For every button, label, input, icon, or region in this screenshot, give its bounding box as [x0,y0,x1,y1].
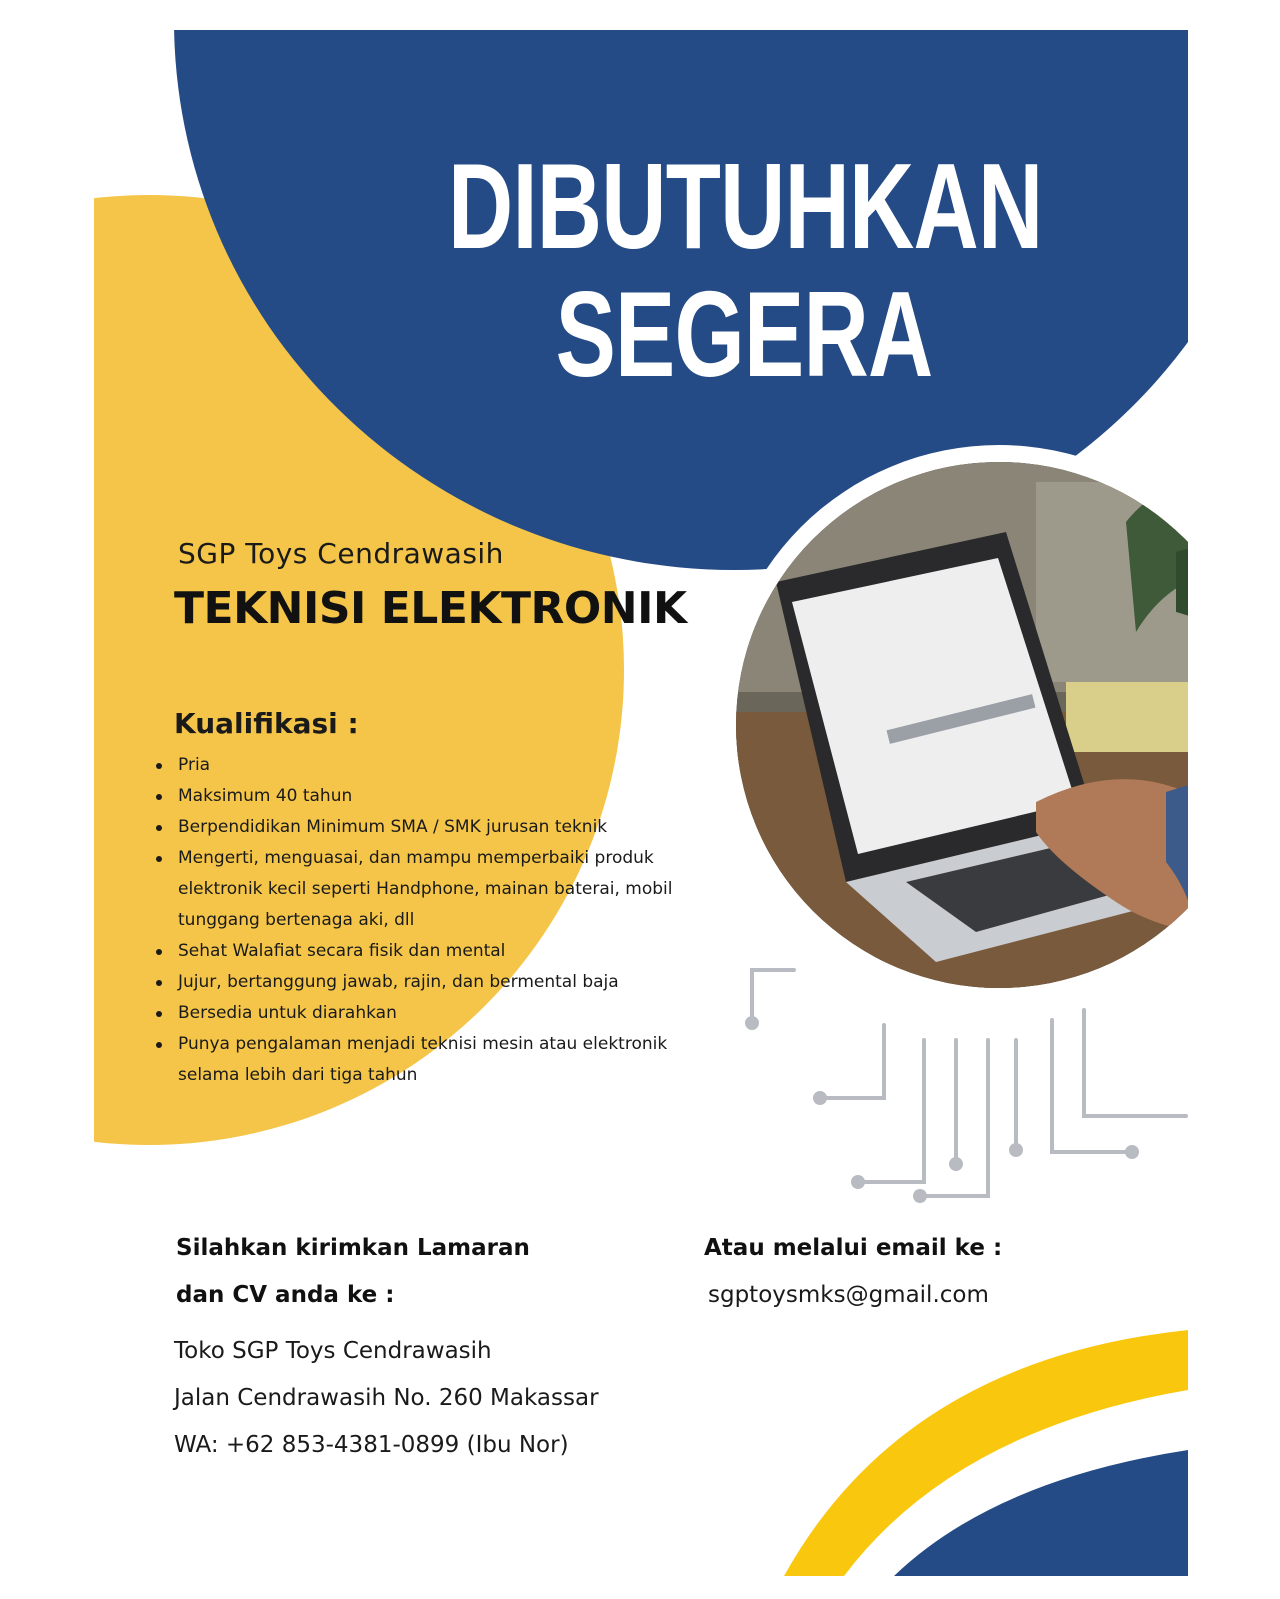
circuit-trace [752,970,794,1020]
email-address: sgptoysmks@gmail.com [708,1282,989,1308]
apply-heading [176,1225,530,1319]
qualifications-heading: Kualifikasi : [174,707,359,740]
headline-line-2: SEGERA [555,266,933,402]
company-name: SGP Toys Cendrawasih [178,537,504,570]
apply-heading-line-2: dan CV anda ke : [176,1282,395,1308]
circuit-node [813,1091,827,1105]
headline [448,138,1043,402]
position-title: TEKNISI ELEKTRONIK [174,583,687,634]
circuit-node [1125,1145,1139,1159]
apply-heading-line-1: Silahkan kirimkan Lamaran [176,1235,530,1261]
circuit-trace [1084,1010,1186,1116]
circuit-trace [822,1025,884,1098]
qualification-item: Maksimum 40 tahun [152,781,692,812]
job-poster [94,30,1188,1576]
store-name: Toko SGP Toys Cendrawasih [174,1338,492,1364]
circuit-trace [1052,1020,1130,1152]
qualification-item: Jujur, bertanggung jawab, rajin, dan bermental baja [152,967,692,998]
headline-line-1: DIBUTUHKAN [448,138,1043,274]
email-heading: Atau melalui email ke : [704,1235,1003,1261]
corner-arc-decoration [784,1330,1188,1576]
circuit-node [745,1016,759,1030]
qualification-item: Bersedia untuk diarahkan [152,998,692,1029]
whatsapp-contact: WA: +62 853-4381-0899 (Ibu Nor) [174,1432,569,1458]
circuit-node [949,1157,963,1171]
apply-address-block [174,1328,599,1469]
qualification-item: Mengerti, menguasai, dan mampu memperbaiki produk elektronik kecil seperti Handphone, mainan baterai, mobil tunggang bertenaga aki, dll [152,843,692,936]
qualifications-list [152,750,692,1091]
circuit-node [913,1189,927,1203]
qualification-item: Berpendidikan Minimum SMA / SMK jurusan teknik [152,812,692,843]
circuit-node [1009,1143,1023,1157]
qualification-item: Punya pengalaman menjadi teknisi mesin atau elektronik selama lebih dari tiga tahun [152,1029,692,1091]
circuit-trace [860,1040,924,1182]
qualification-item: Pria [152,750,692,781]
circuit-node [851,1175,865,1189]
store-address: Jalan Cendrawasih No. 260 Makassar [174,1385,599,1411]
qualification-item: Sehat Walafiat secara fisik dan mental [152,936,692,967]
